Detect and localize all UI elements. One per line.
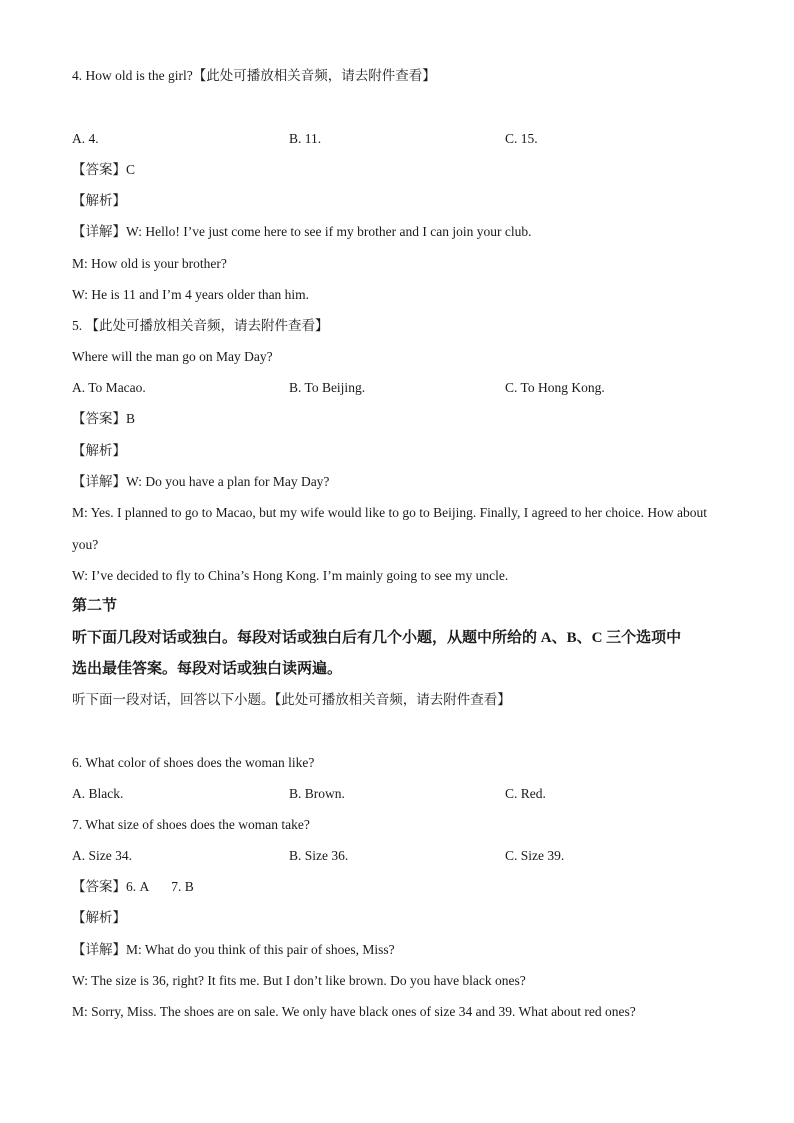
q4-stem: 4. How old is the girl?【此处可播放相关音频，请去附件查看】 (72, 68, 436, 83)
q67-answer (72, 878, 194, 896)
q4-option-b: B. 11. (289, 131, 322, 146)
section-instruction-2: 选出最佳答案。每段对话或独白读两遍。 (72, 661, 343, 677)
q67-answer-a: 【答案】6. A (72, 879, 150, 894)
q67-detail-2: W: The size is 36, right? It fits me. But I don’t like brown. Do you have black ones? (72, 973, 526, 988)
q5-option-a: A. To Macao. (72, 380, 146, 395)
q67-analysis: 【解析】 (72, 910, 126, 925)
q7-option-c: C. Size 39. (505, 848, 565, 863)
q4-detail-3: W: He is 11 and I’m 4 years older than him. (72, 287, 310, 302)
q6-option-b: B. Brown. (289, 786, 345, 801)
q4-answer: 【答案】C (72, 162, 136, 177)
q5-detail-4: W: I’ve decided to fly to China’s Hong Kong. I’m mainly going to see my uncle. (72, 568, 509, 583)
q67-detail-3: M: Sorry, Miss. The shoes are on sale. We only have black ones of size 34 and 39. What about red ones? (72, 1004, 636, 1019)
q5-analysis: 【解析】 (72, 443, 126, 458)
q4-detail-1: 【详解】W: Hello! I’ve just come here to see if my brother and I can join your club. (72, 224, 532, 239)
q67-detail-1: 【详解】M: What do you think of this pair of shoes, Miss? (72, 942, 395, 957)
q4-option-a: A. 4. (72, 131, 99, 146)
q5-answer: 【答案】B (72, 411, 136, 426)
q67-answer-b: 7. B (171, 879, 194, 894)
q6-stem: 6. What color of shoes does the woman like? (72, 755, 315, 770)
q5-option-c: C. To Hong Kong. (505, 380, 605, 395)
q6-option-a: A. Black. (72, 786, 124, 801)
section-title: 第二节 (72, 598, 118, 614)
q6-option-c: C. Red. (505, 786, 546, 801)
q7-option-a: A. Size 34. (72, 848, 132, 863)
q7-stem: 7. What size of shoes does the woman take? (72, 817, 310, 832)
q5-detail-1: 【详解】W: Do you have a plan for May Day? (72, 474, 330, 489)
q4-detail-2: M: How old is your brother? (72, 256, 227, 271)
q5-detail-3: you? (72, 537, 99, 552)
section-instruction-1: 听下面几段对话或独白。每段对话或独白后有几个小题，从题中所给的 A、B、C 三个选项中 (72, 630, 682, 646)
section-intro: 听下面一段对话，回答以下小题。【此处可播放相关音频，请去附件查看】 (72, 692, 511, 707)
q5-option-b: B. To Beijing. (289, 380, 366, 395)
q5-detail-2: M: Yes. I planned to go to Macao, but my wife would like to go to Beijing. Finally, I agreed to her choice. How about (72, 505, 708, 520)
q4-option-c: C. 15. (505, 131, 538, 146)
q5-stem: 5. 【此处可播放相关音频，请去附件查看】 (72, 318, 329, 333)
q5-question: Where will the man go on May Day? (72, 349, 273, 364)
q7-option-b: B. Size 36. (289, 848, 349, 863)
q4-analysis: 【解析】 (72, 193, 126, 208)
